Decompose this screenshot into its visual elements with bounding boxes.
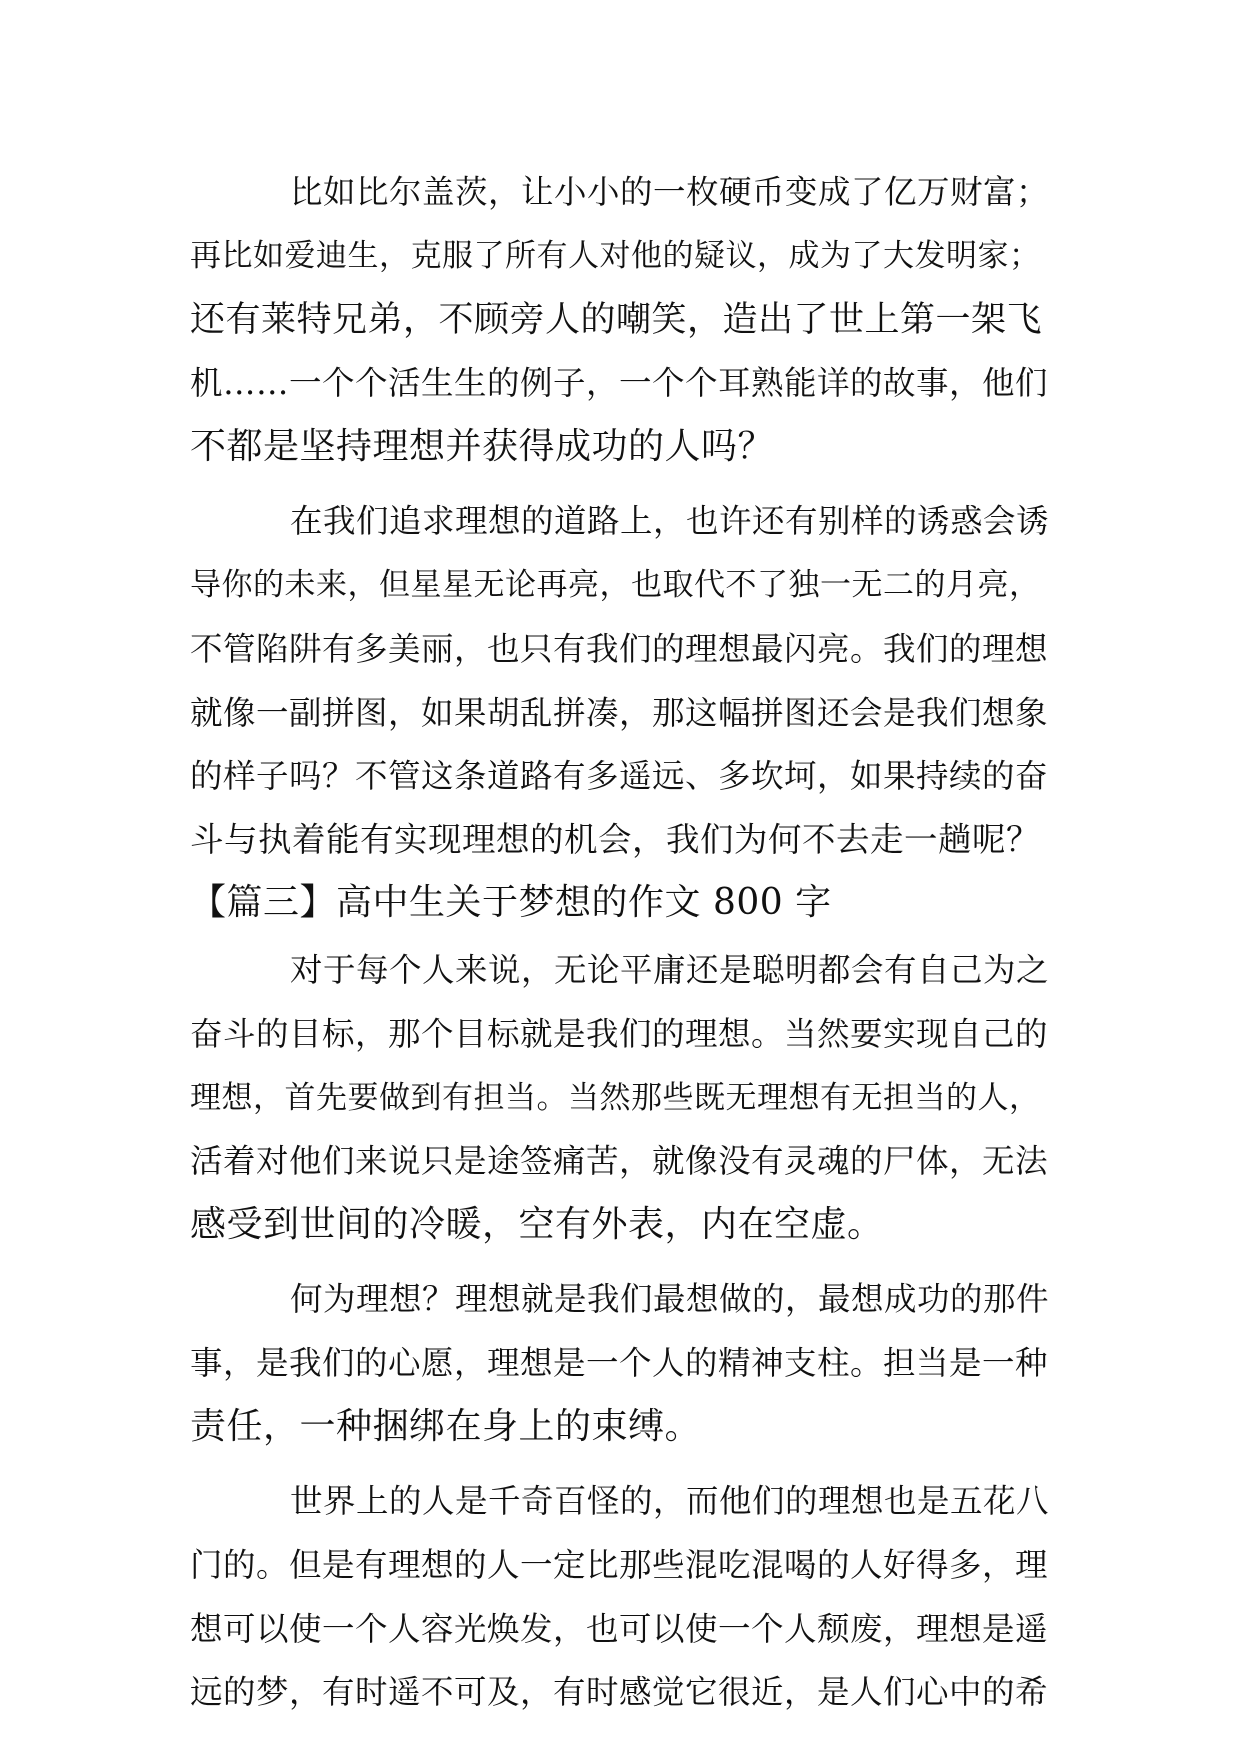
text-line: 奋斗的目标，那个目标就是我们的理想。当然要实现自己的 <box>190 1015 1049 1053</box>
text-line: 想可以使一个人容光焕发，也可以使一个人颓废，理想是遥 <box>190 1610 1049 1648</box>
section-heading: 【篇三】高中生关于梦想的作文 800 字 <box>190 882 832 923</box>
text-line: 不都是坚持理想并获得成功的人吗？ <box>190 426 775 467</box>
text-line: 对于每个人来说，无论平庸还是聪明都会有自己为之 <box>290 951 1050 989</box>
text-line: 斗与执着能有实现理想的机会，我们为何不去走一趟呢？ <box>190 820 1040 859</box>
text-line: 活着对他们来说只是途签痛苦，就像没有灵魂的尸体，无法 <box>190 1142 1049 1180</box>
text-line: 世界上的人是千奇百怪的，而他们的理想也是五花八 <box>290 1482 1050 1520</box>
text-line: 远的梦，有时遥不可及，有时感觉它很近，是人们心中的希 <box>190 1673 1049 1711</box>
text-line: 门的。但是有理想的人一定比那些混吃混喝的人好得多，理 <box>190 1546 1049 1584</box>
text-line: 就像一副拼图，如果胡乱拼凑，那这幅拼图还会是我们想象 <box>190 694 1049 732</box>
text-line: 导你的未来，但星星无论再亮，也取代不了独一无二的月亮， <box>190 567 1041 603</box>
text-line: 比如比尔盖茨，让小小的一枚硬币变成了亿万财富； <box>290 173 1050 211</box>
text-line: 理想，首先要做到有担当。当然那些既无理想有无担当的人， <box>190 1080 1041 1116</box>
text-line: 的样子吗？不管这条道路有多遥远、多坎坷，如果持续的奋 <box>190 757 1049 795</box>
text-line: 责任，一种捆绑在身上的束缚。 <box>190 1406 702 1447</box>
text-line: 还有莱特兄弟，不顾旁人的嘲笑，造出了世上第一架飞 <box>190 300 1043 340</box>
text-line: 感受到世间的冷暖，空有外表，内在空虚。 <box>190 1204 884 1245</box>
text-line: 何为理想？理想就是我们最想做的，最想成功的那件 <box>290 1280 1050 1318</box>
text-line: 事，是我们的心愿，理想是一个人的精神支柱。担当是一种 <box>190 1344 1049 1382</box>
text-line: 再比如爱迪生，克服了所有人对他的疑议，成为了大发明家； <box>190 238 1041 274</box>
text-line: 在我们追求理想的道路上，也许还有别样的诱惑会诱 <box>290 502 1050 540</box>
text-line: 不管陷阱有多美丽，也只有我们的理想最闪亮。我们的理想 <box>190 630 1049 668</box>
text-line: 机……一个个活生生的例子，一个个耳熟能详的故事，他们 <box>190 364 1049 402</box>
